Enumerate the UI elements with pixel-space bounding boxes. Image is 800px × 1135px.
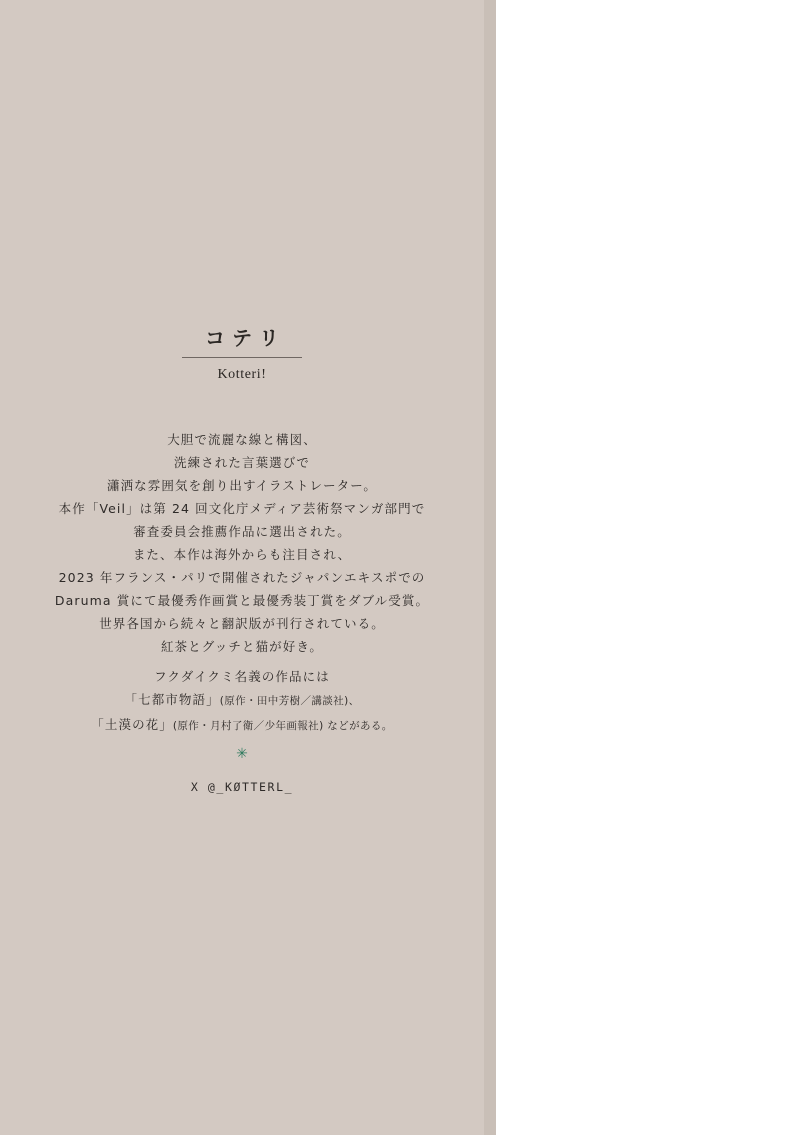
work-entry [22,688,462,713]
bio-line: 本作「Veil」は第 24 回文化庁メディア芸術祭マンガ部門で [58,501,426,516]
bio-line: 紅茶とグッチと猫が好き。 [160,639,324,654]
bio-line: また、本作は海外からも注目され、 [132,547,352,562]
author-name-roman: Kotteri! [217,367,267,382]
works-block [22,665,462,738]
work-title: 「土漠の花」 [91,717,173,732]
bio-line: 審査委員会推薦作品に選出された。 [133,524,351,539]
bio-line: 大胆で流麗な線と構図、 [167,432,317,447]
work-credit: (原作・月村了衛／少年画報社) などがある。 [172,720,393,732]
work-title: 「七都市物語」 [124,692,220,707]
asterisk-ornament-icon: ✳ [236,745,248,761]
bio-line: 世界各国から続々と翻訳版が刊行されている。 [99,616,385,631]
page-gutter [484,0,496,1135]
title-divider-rule [182,357,302,358]
bio-line: Daruma 賞にて最優秀作画賞と最優秀装丁賞をダブル受賞。 [54,593,430,608]
social-handle: X @_KØTTERL_ [190,780,294,794]
blank-right-margin [496,0,800,1135]
works-heading: フクダイクミ名義の作品には [154,669,330,684]
work-credit: (原作・田中芳樹／講談社)、 [219,695,360,707]
biography-block [22,428,462,658]
work-entry [22,713,462,738]
bio-line: 2023 年フランス・パリで開催されたジャパンエキスポでの [58,570,426,585]
author-name-jp: コテリ [205,326,286,350]
bio-line: 瀟洒な雰囲気を創り出すイラストレーター。 [106,478,377,493]
bio-line: 洗練された言葉選びで [173,455,310,470]
